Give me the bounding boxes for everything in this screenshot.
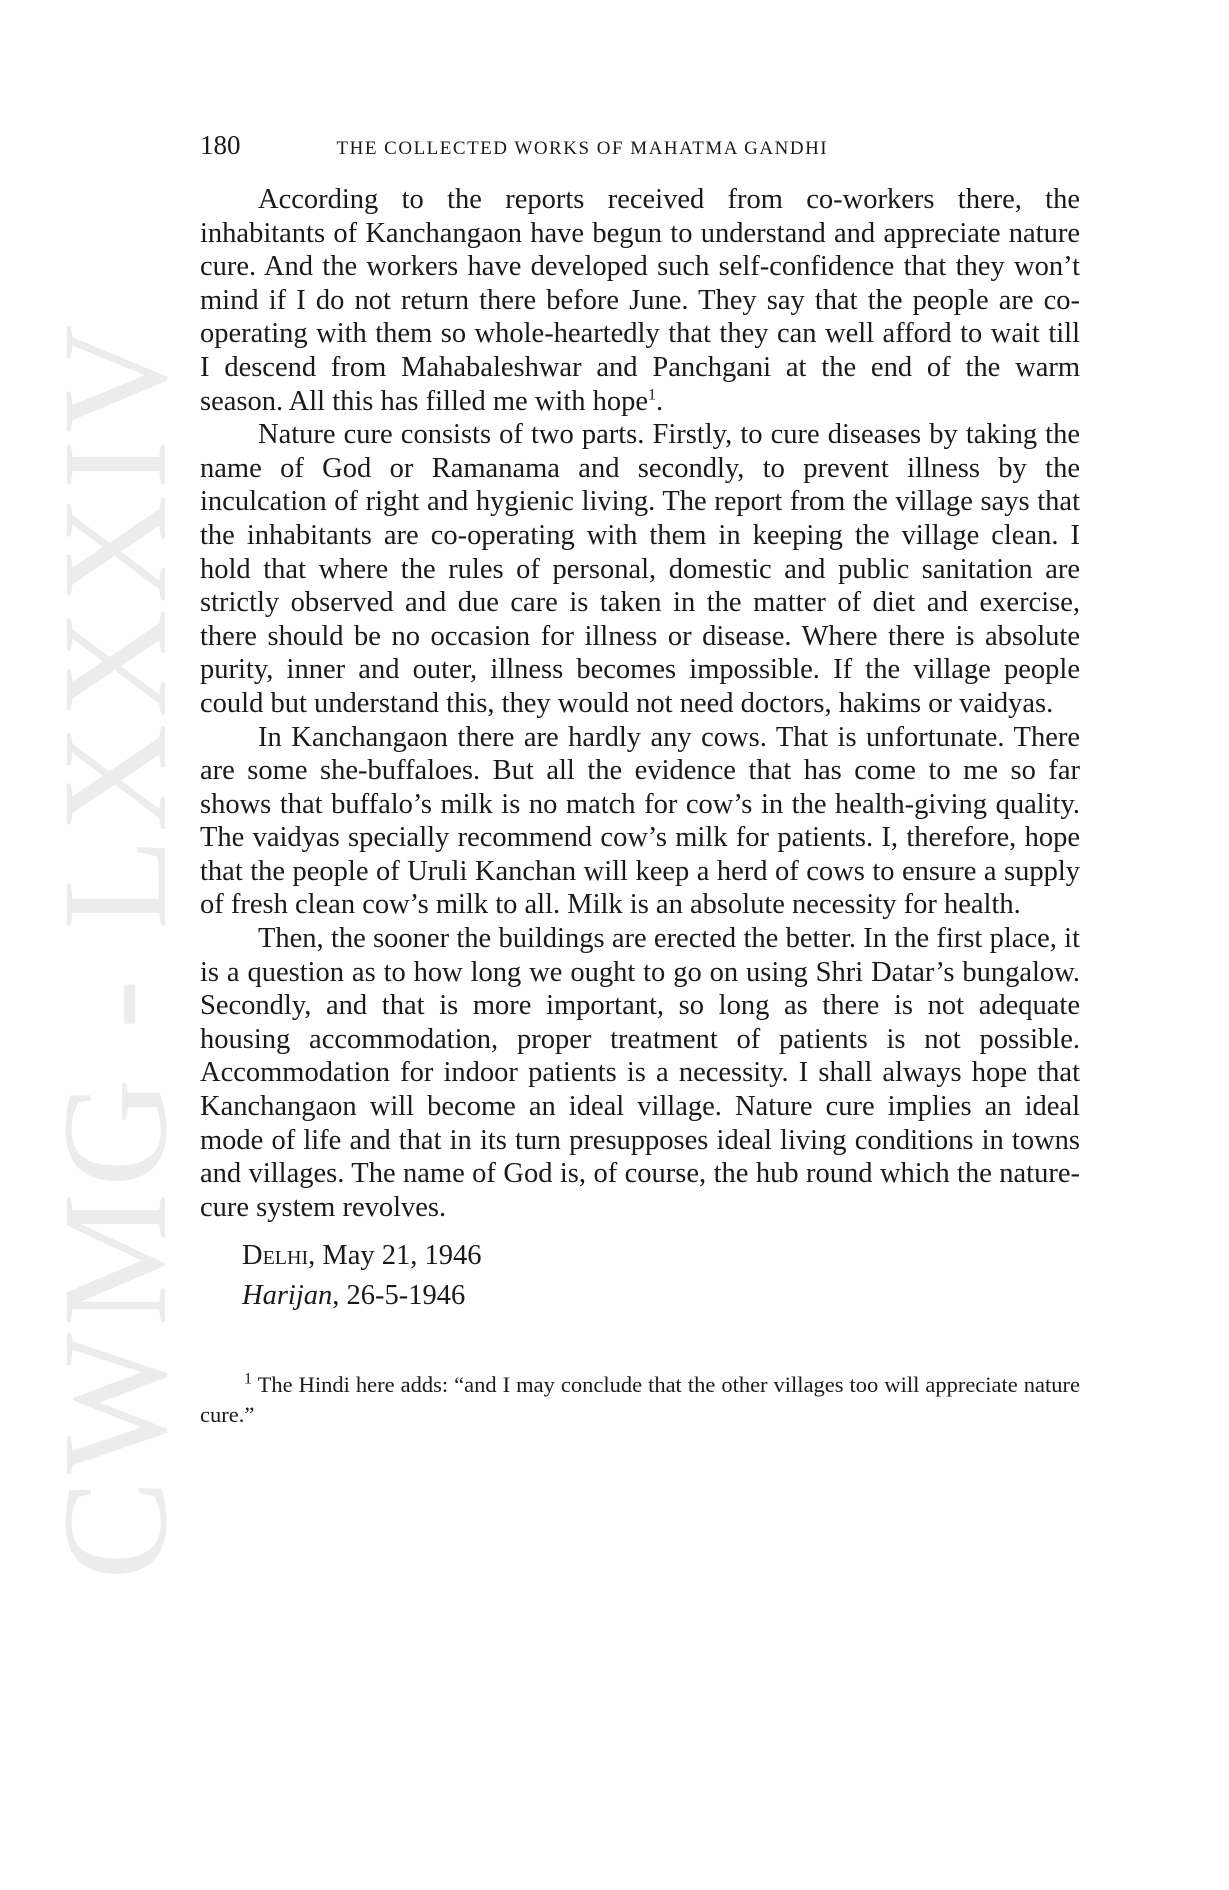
footnote-number: 1 (244, 1370, 252, 1388)
footnote-text: The Hindi here adds: “and I may conclude that the other villages too will appreciate nature cure.” (200, 1372, 1080, 1428)
paragraph-1-text: According to the reports received from co-workers there, the inhabitants of Kanchangaon have begun to understand and appreciate nature cure. And the workers have developed such self-confidence that they won’t mind if I do not return there before June. They say that the people are co-operating with them so whole-heartedly that they can well afford to wait till I descend from Mahabaleshwar and Panchgani at the end of the warm season. All this has filled me with hope (200, 184, 1080, 417)
dateline-place: Delhi (242, 1240, 309, 1272)
footnote-marker[interactable]: 1 (648, 386, 657, 404)
source-citation (200, 1276, 1080, 1316)
paragraph-2: Nature cure consists of two parts. Firstly, to cure diseases by taking the name of God or Ramanama and secondly, to prevent illness by the inculcation of right and hygienic living. The report from the village says that the inhabitants are co-operating with them in keeping the village clean. I hold that where the rules of personal, domestic and public sanitation are strictly observed and due care is taken in the matter of diet and exercise, there should be no occasion for illness or disease. Where there is absolute purity, inner and outer, illness becomes impossible. If the village people could but understand this, they would not need doctors, hakims or vaidyas. (200, 419, 1080, 719)
paragraph-3: In Kanchangaon there are hardly any cows. That is unfortunate. There are some she-buffaloes. But all the evidence that has come to me so far shows that buffalo’s milk is no match for cow’s in the health-giving quality. The vaidyas specially recommend cow’s milk for patients. I, therefore, hope that the people of Uruli Kanchan will keep a herd of cows to ensure a supply of fresh clean cow’s milk to all. Milk is an absolute necessity for health. (200, 721, 1080, 921)
source-publication: Harijan (242, 1280, 333, 1312)
dateline-date: , May 21, 1946 (308, 1240, 482, 1272)
running-title: THE COLLECTED WORKS OF MAHATMA GANDHI (336, 138, 829, 159)
footnote (200, 1370, 1080, 1430)
paragraph-1 (200, 183, 1080, 418)
paragraph-4: Then, the sooner the buildings are erected the better. In the first place, it is a question as to how long we ought to go on using Shri Datar’s bungalow. Secondly, and that is more important, so long as there is not adequate housing accommodation, proper treatment of patients is not possible. Accommodation for indoor patients is a necessity. I shall always hope that Kanchangaon will become an ideal village. Nature cure implies an ideal mode of life and that in its turn presupposes ideal living conditions in towns and villages. The name of God is, of course, the hub round which the nature-cure system revolves. (200, 923, 1080, 1223)
watermark: CWMG - LXXXIV (32, 318, 198, 1580)
page (200, 130, 1080, 1453)
dateline (200, 1236, 1080, 1276)
source-date: , 26-5-1946 (332, 1280, 466, 1312)
page-header (200, 130, 1080, 161)
page-number: 180 (200, 130, 241, 160)
paragraph-1-end: . (656, 385, 664, 417)
